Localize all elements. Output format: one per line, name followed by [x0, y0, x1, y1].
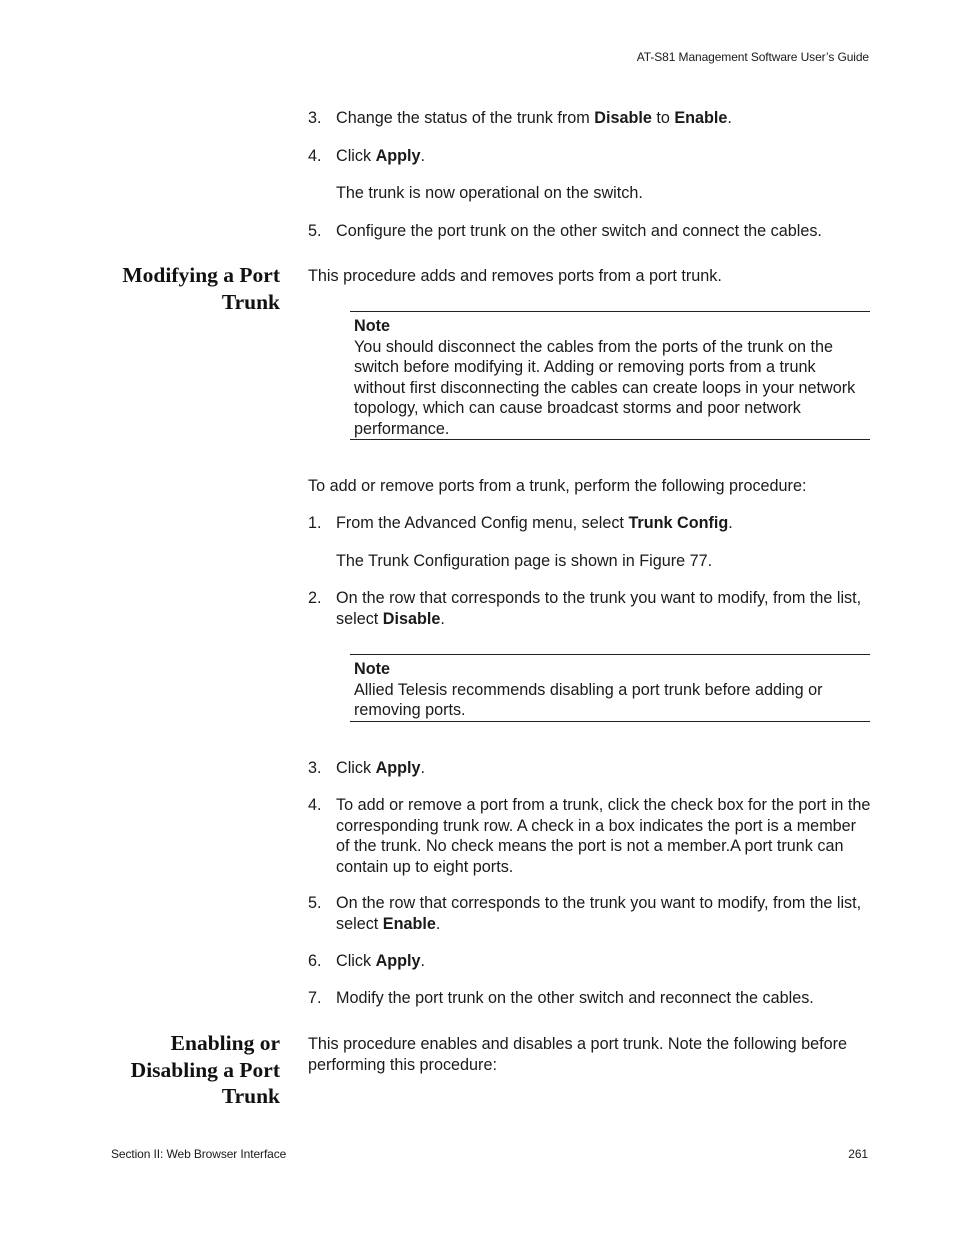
- step-text: Configure the port trunk on the other switch and connect the cables.: [336, 222, 822, 240]
- step-text: Click Apply.: [336, 147, 426, 165]
- step-number: 3.: [308, 759, 322, 777]
- note-title: Note: [354, 317, 390, 335]
- note-box: [350, 654, 870, 722]
- running-header: AT-S81 Management Software User’s Guide: [636, 50, 869, 64]
- step-text: From the Advanced Config menu, select Trunk Config.: [336, 514, 733, 532]
- section-intro: This procedure enables and disables a port trunk. Note the following before performing this procedure:: [308, 1035, 848, 1074]
- step-text: Click Apply.: [336, 759, 426, 777]
- step-text: Modify the port trunk on the other switch and reconnect the cables.: [336, 989, 814, 1007]
- note-title: Note: [354, 660, 390, 678]
- section-heading-enabling: Enabling or Disabling a Port Trunk: [130, 1031, 280, 1108]
- section-intro: This procedure adds and removes ports from a port trunk.: [308, 267, 722, 285]
- procedure-lead: To add or remove ports from a trunk, perform the following procedure:: [308, 477, 807, 495]
- step-number: 5.: [308, 222, 322, 240]
- step-number: 7.: [308, 989, 322, 1007]
- note-text: You should disconnect the cables from the ports of the trunk on the switch before modifying it. Adding or removing ports from a trunk without first disconnecting the cables can create loops in your network topology, which can cause broadcast storms and poor network performance.: [354, 337, 856, 438]
- step-text: Change the status of the trunk from Disable to Enable.: [336, 109, 732, 127]
- note-text: Allied Telesis recommends disabling a port trunk before adding or removing ports.: [354, 680, 823, 719]
- step-text: To add or remove a port from a trunk, click the check box for the port in the corresponding trunk row. A check in a box indicates the port is a member of the trunk. No check means the port is not a member.A port trunk can contain up to eight ports.: [336, 796, 871, 876]
- step-text: Click Apply.: [336, 952, 426, 970]
- step-text: On the row that corresponds to the trunk you want to modify, from the list, select Disable.: [336, 589, 862, 628]
- step-number: 1.: [308, 514, 322, 532]
- step-number: 4.: [308, 147, 322, 165]
- step-text: On the row that corresponds to the trunk you want to modify, from the list, select Enable.: [336, 894, 862, 933]
- footer-section: Section II: Web Browser Interface: [111, 1147, 287, 1161]
- step-number: 2.: [308, 589, 322, 607]
- step-number: 4.: [308, 796, 322, 814]
- step-number: 3.: [308, 109, 322, 127]
- note-box: [350, 311, 870, 440]
- step-number: 6.: [308, 952, 322, 970]
- page-number: 261: [848, 1147, 868, 1161]
- step-result: The Trunk Configuration page is shown in Figure 77.: [336, 552, 713, 570]
- section-heading-modifying: Modifying a Port Trunk: [122, 263, 280, 314]
- step-number: 5.: [308, 894, 322, 912]
- step-result: The trunk is now operational on the switch.: [336, 184, 643, 202]
